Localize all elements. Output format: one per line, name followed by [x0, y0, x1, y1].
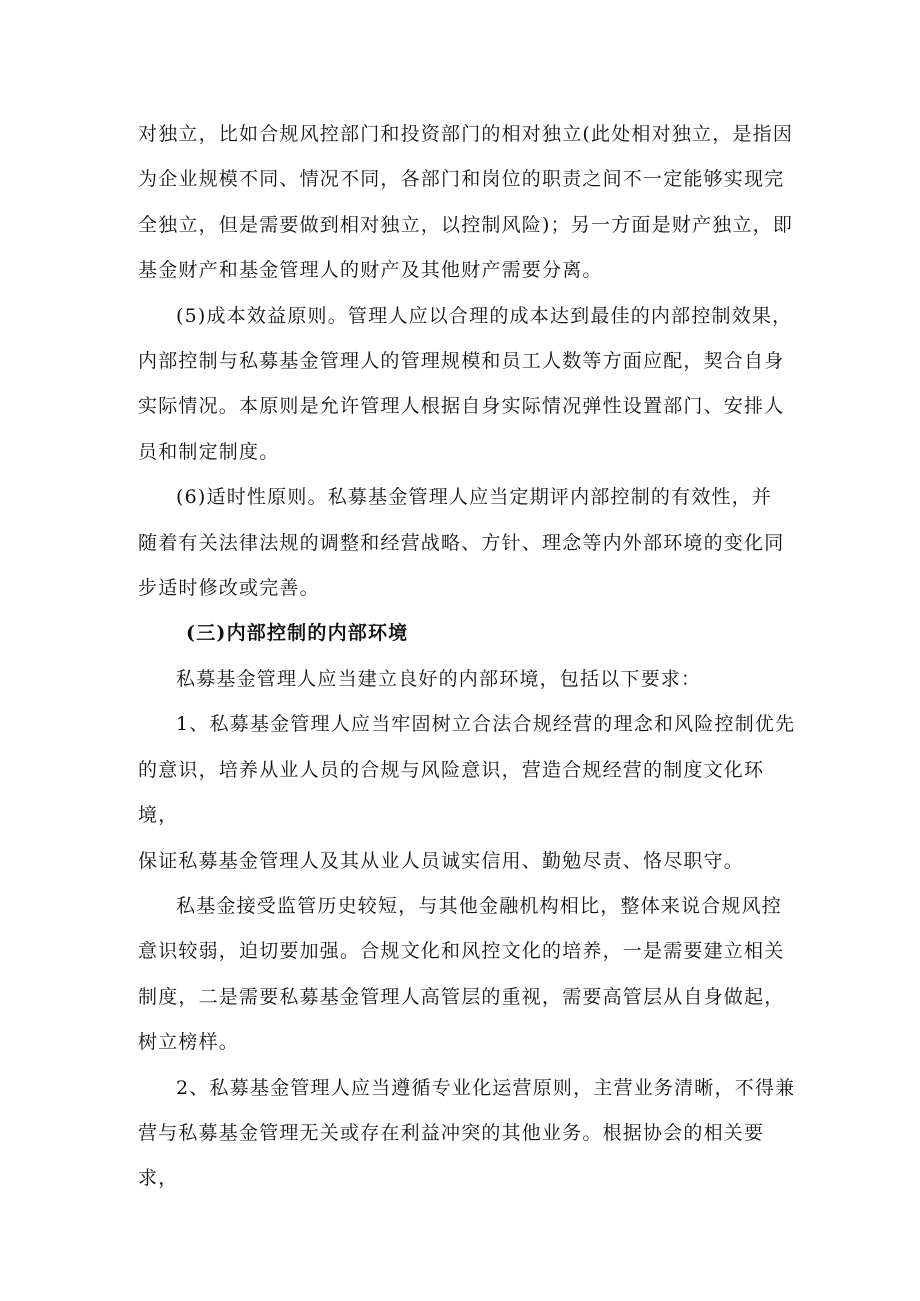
text-line: 制度，二是需要私募基金管理人高管层的重视，需要高管层从自身做起， [138, 985, 785, 1008]
text-line: 对独立，比如合规风控部门和投资部门的相对独立(此处相对独立，是指因 [138, 123, 794, 145]
text-line: 意识较弱，迫切要加强。合规文化和风控文化的培养，一是需要建立相关 [138, 940, 785, 963]
section-heading-internal-environment [138, 611, 798, 656]
text-line: 2、私募基金管理人应当遵循专业化运营原则，主营业务清晰，不得兼 [176, 1076, 796, 1099]
text-line: 内部控制与私募基金管理人的管理规模和员工人数等方面应配，契合自身 [138, 350, 785, 373]
text-line: 基金财产和基金管理人的财产及其他财产需要分离。 [138, 259, 603, 282]
text-line: (5)成本效益原则。管理人应以合理的成本达到最佳的内部控制效果， [176, 304, 793, 327]
text-line: 随着有关法律法规的调整和经营战略、方针、理念等内外部环境的变化同 [138, 531, 785, 554]
text-line: 员和制定制度。 [138, 440, 280, 463]
text-line: 全独立，但是需要做到相对独立，以控制风险)；另一方面是财产独立，即 [138, 213, 794, 236]
paragraph-cost-benefit-principle [138, 294, 798, 476]
text-line: (6)适时性原则。私募基金管理人应当定期评内部控制的有效性，并 [176, 486, 773, 509]
section-heading: (三)内部控制的内部环境 [186, 622, 409, 645]
text-line: 步适时修改或完善。 [138, 577, 320, 600]
text-line: 为企业规模不同、情况不同，各部门和岗位的职责之间不一定能够实现完 [138, 168, 785, 191]
paragraph-timeliness-principle [138, 475, 798, 611]
text-line: 1、私募基金管理人应当牢固树立合法合规经营的理念和风险控制优先 [176, 713, 796, 736]
paragraph-requirement-1 [138, 702, 798, 884]
text-line: 营与私募基金管理无关或存在利益冲突的其他业务。根据协会的相关要求， [138, 1121, 765, 1190]
text-line: 的意识，培养从业人员的合规与风险意识，营造合规经营的制度文化环境， [138, 758, 765, 827]
text-line: 私基金接受监管历史较短，与其他金融机构相比，整体来说合规风控 [176, 894, 783, 917]
paragraph-environment-intro [138, 657, 798, 702]
text-line: 实际情况。本原则是允许管理人根据自身实际情况弹性设置部门、安排人 [138, 395, 785, 418]
text-line: 树立榜样。 [138, 1031, 240, 1054]
text-line: 保证私募基金管理人及其从业人员诚实信用、勤勉尽责、恪尽职守。 [138, 849, 745, 872]
paragraph-compliance-culture [138, 884, 798, 1066]
document-body [138, 112, 798, 1202]
paragraph-independence-continued [138, 112, 798, 294]
text-line: 私募基金管理人应当建立良好的内部环境，包括以下要求： [176, 667, 702, 690]
paragraph-requirement-2 [138, 1066, 798, 1202]
